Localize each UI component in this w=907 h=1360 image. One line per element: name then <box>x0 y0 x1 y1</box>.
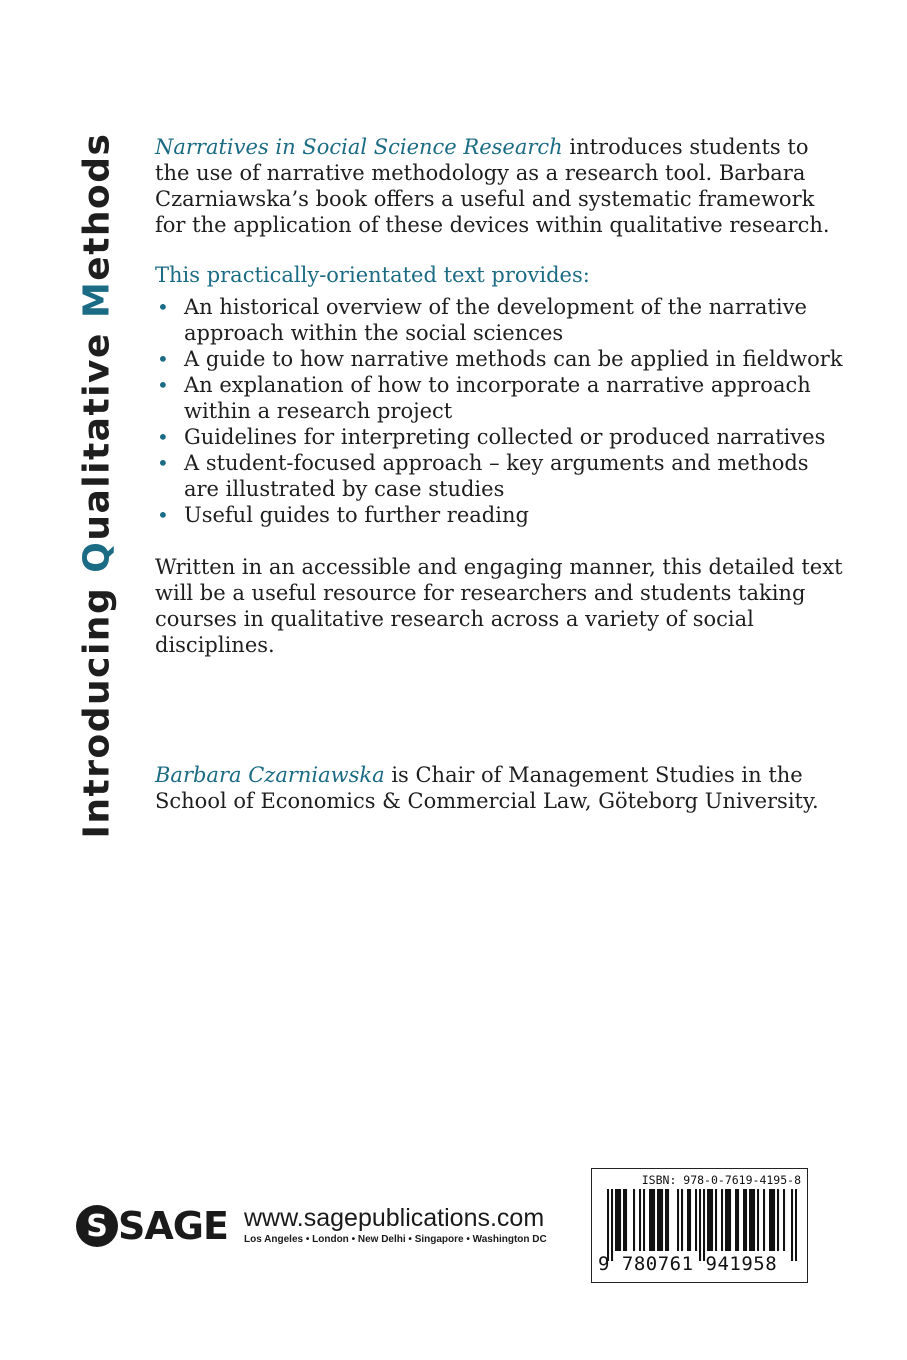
barcode-bar <box>757 1189 759 1251</box>
summary-paragraph: Written in an accessible and engaging manner, this detailed text will be a useful resource for researchers and students taking courses in qualitative research across a variety of social disciplines. <box>155 555 843 657</box>
barcode-bar <box>727 1189 729 1251</box>
bullet-dot-icon: • <box>157 503 169 527</box>
barcode-bar <box>699 1189 701 1261</box>
barcode-bar <box>687 1189 689 1251</box>
barcode-bar <box>707 1189 709 1251</box>
barcode-bar <box>651 1189 653 1251</box>
barcode-bar <box>657 1189 659 1251</box>
sage-s-icon: S <box>76 1205 118 1247</box>
sage-logo <box>76 1203 241 1249</box>
list-item-text: A student-focused approach – key arguments and methods are illustrated by case studies <box>184 451 809 501</box>
list-item <box>155 450 845 502</box>
publisher-cities: Los Angeles • London • New Delhi • Singapore • Washington DC <box>244 1234 547 1245</box>
barcode-bar <box>607 1189 609 1261</box>
barcode-bar <box>677 1189 679 1251</box>
barcode-bar <box>623 1189 625 1251</box>
barcode-bar <box>751 1189 753 1251</box>
barcode-bar <box>667 1189 669 1251</box>
barcode-bar <box>771 1189 773 1251</box>
ean-right-group: 941958 <box>705 1253 778 1275</box>
barcode-bar <box>709 1189 711 1251</box>
isbn-label: ISBN: 978-0-7619-4195-8 <box>641 1173 801 1187</box>
list-item-text: Useful guides to further reading <box>184 503 529 527</box>
barcode-bar <box>649 1189 651 1251</box>
list-item <box>155 346 845 372</box>
barcode-bar <box>633 1189 635 1251</box>
barcode-bar <box>769 1189 771 1251</box>
barcode-bar <box>689 1189 691 1251</box>
barcode-bar <box>615 1189 617 1251</box>
intro-text: introduces students to the use of narrative methodology as a research tool. Barbara Czarniawska’s book offers a useful and systematic framework for the application of these devices within qualitative research. <box>155 135 830 237</box>
barcode-bar <box>711 1189 713 1251</box>
barcode-bar <box>763 1189 765 1251</box>
barcode-bar <box>665 1189 667 1251</box>
author-bio <box>155 762 845 814</box>
barcode-bar <box>659 1189 661 1251</box>
barcode-icon <box>607 1189 797 1261</box>
blurb-content <box>155 134 845 814</box>
list-item-text: An explanation of how to incorporate a narrative approach within a research project <box>184 373 811 423</box>
barcode-bar <box>743 1189 745 1251</box>
barcode-bar <box>777 1189 779 1251</box>
sage-logo-text: SAGE <box>118 1204 228 1248</box>
ean-first-digit: 9 <box>598 1253 610 1275</box>
barcode-bar <box>617 1189 619 1251</box>
barcode-bar <box>661 1189 663 1251</box>
series-word-qualitative: ualitative <box>76 331 118 541</box>
barcode-bar <box>611 1189 613 1261</box>
barcode-bar <box>639 1189 641 1251</box>
bullet-dot-icon: • <box>157 347 169 371</box>
barcode-bar <box>745 1189 747 1251</box>
barcode-box <box>591 1168 808 1283</box>
barcode-bar <box>725 1189 727 1251</box>
barcode-bar <box>703 1189 705 1261</box>
intro-paragraph <box>155 134 845 238</box>
barcode-bar <box>619 1189 621 1251</box>
ean-digits <box>598 1253 803 1275</box>
series-word-introducing: Introducing <box>76 586 118 838</box>
bullet-dot-icon: • <box>157 373 169 397</box>
barcode-bar <box>715 1189 717 1251</box>
feature-list <box>155 294 845 528</box>
provides-heading: This practically-orientated text provides: <box>155 263 590 287</box>
bullet-dot-icon: • <box>157 295 169 319</box>
list-item <box>155 424 845 450</box>
publisher-url[interactable]: www.sagepublications.com <box>244 1204 545 1232</box>
barcode-bar <box>643 1189 645 1251</box>
author-name: Barbara Czarniawska <box>155 763 385 787</box>
barcode-bar <box>721 1189 723 1251</box>
barcode-bar <box>653 1189 655 1251</box>
list-item-text: An historical overview of the development of the narrative approach within the social sciences <box>184 295 807 345</box>
barcode-bar <box>735 1189 737 1251</box>
series-word-methods: ethods <box>76 132 118 281</box>
barcode-bar <box>773 1189 775 1251</box>
list-item <box>155 294 845 346</box>
series-initial-q: Q <box>76 540 118 573</box>
bullet-dot-icon: • <box>157 425 169 449</box>
barcode-bar <box>791 1189 793 1261</box>
series-initial-m: M <box>76 280 118 318</box>
spine-series-title <box>72 132 122 838</box>
list-item-text: A guide to how narrative methods can be applied in fieldwork <box>184 347 843 371</box>
author-bio-text: is Chair of Management Studies in the School of Economics & Commercial Law, Göteborg University. <box>155 763 819 813</box>
list-item <box>155 502 845 528</box>
barcode-bar <box>795 1189 797 1261</box>
barcode-bar <box>737 1189 739 1251</box>
series-title <box>77 132 118 838</box>
barcode-bar <box>749 1189 751 1251</box>
list-item <box>155 372 845 424</box>
publisher-info <box>244 1205 547 1247</box>
list-item-text: Guidelines for interpreting collected or produced narratives <box>184 425 826 449</box>
barcode-bar <box>625 1189 627 1251</box>
barcode-bar <box>695 1189 697 1251</box>
ean-left-group: 780761 <box>621 1253 694 1275</box>
barcode-bar <box>729 1189 731 1251</box>
barcode-bar <box>753 1189 755 1251</box>
barcode-bar <box>783 1189 785 1251</box>
barcode-bar <box>681 1189 683 1251</box>
bullet-dot-icon: • <box>157 451 169 475</box>
book-title: Narratives in Social Science Research <box>155 135 563 159</box>
